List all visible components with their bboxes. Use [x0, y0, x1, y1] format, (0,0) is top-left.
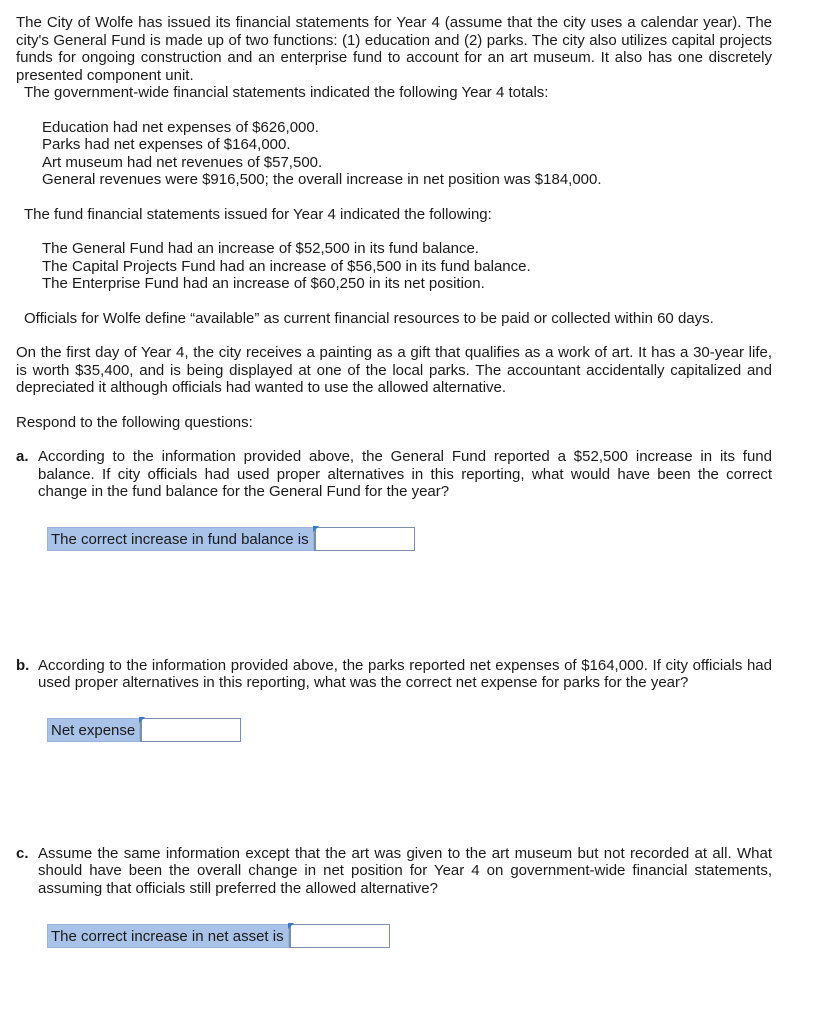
input-marker-icon	[288, 923, 294, 929]
question-c	[16, 845, 772, 898]
intro-paragraph: The City of Wolfe has issued its financial statements for Year 4 (assume that the city uses a calendar year). The city's General Fund is made up of two functions: (1) education and (2) parks. The city also utilizes capital projects funds for ongoing construction and an enterprise fund to account for an art museum. It also has one discretely presented component unit.	[16, 14, 772, 84]
net-asset-input[interactable]	[289, 924, 390, 948]
totals-intro: The government-wide financial statements indicated the following Year 4 totals:	[24, 84, 549, 101]
list-item: Art museum had net revenues of $57,500.	[42, 153, 323, 171]
list-item: General revenues were $916,500; the overall increase in net position was $184,000.	[42, 171, 602, 188]
question-text: Assume the same information except that the art was given to the art museum but not recorded at all. What should have been the overall change in net position for Year 4 on government-wide financial statements, assuming that officials still preferred the allowed alternative?	[38, 844, 772, 897]
question-text: According to the information provided above, the General Fund reported a $52,500 increase in its fund balance. If city officials had used proper alternatives in this reporting, what would have been the correct change in the fund balance for the General Fund for the year?	[38, 448, 772, 500]
question-b	[16, 657, 772, 692]
list-item: The General Fund had an increase of $52,500 in its fund balance.	[42, 240, 479, 257]
question-letter: c.	[16, 844, 29, 862]
answer-row-b	[47, 718, 772, 742]
fund-items-list	[16, 240, 772, 293]
answer-label-a: The correct increase in fund balance is	[47, 527, 314, 551]
respond-instruction: Respond to the following questions:	[16, 413, 253, 431]
question-letter: a.	[16, 448, 29, 465]
list-item: Parks had net expenses of $164,000.	[42, 136, 291, 153]
question-text: According to the information provided above, the parks reported net expenses of $164,000. If city officials had used proper alternatives in this reporting, what was the correct net expense for parks for the year?	[38, 656, 772, 691]
painting-paragraph: On the first day of Year 4, the city receives a painting as a gift that qualifies as a work of art. It has a 30-year life, is worth $35,400, and is being displayed at one of the local parks. The accountant accidentally capitalized and depreciated it although officials had wanted to use the allowed alternative.	[16, 344, 772, 396]
question-letter: b.	[16, 656, 30, 674]
problem-content	[16, 14, 772, 948]
question-a	[16, 448, 772, 501]
fund-statements-intro: The fund financial statements issued for Year 4 indicated the following:	[24, 205, 492, 223]
answer-label-c: The correct increase in net asset is	[47, 924, 289, 948]
input-marker-icon	[313, 526, 319, 532]
net-expense-input[interactable]	[140, 718, 241, 742]
available-definition: Officials for Wolfe define “available” as current financial resources to be paid or collected within 60 days.	[24, 309, 714, 327]
list-item: The Enterprise Fund had an increase of $60,250 in its net position.	[42, 275, 485, 292]
list-item: The Capital Projects Fund had an increase of $56,500 in its fund balance.	[42, 257, 531, 275]
totals-list	[16, 119, 772, 189]
list-item: Education had net expenses of $626,000.	[42, 118, 319, 136]
answer-row-c	[47, 924, 772, 948]
fund-balance-input[interactable]	[314, 527, 415, 551]
input-marker-icon	[139, 717, 145, 723]
answer-row-a	[47, 527, 772, 551]
answer-label-b: Net expense	[47, 718, 140, 742]
